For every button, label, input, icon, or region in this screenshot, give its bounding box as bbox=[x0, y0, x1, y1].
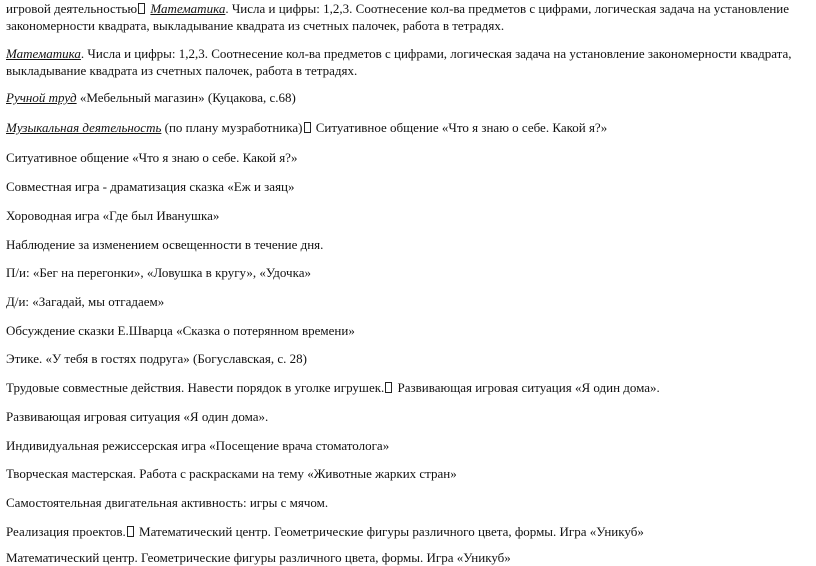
paragraph-7: Хороводная игра «Где был Иванушка» bbox=[6, 208, 220, 223]
text: Развивающая игровая ситуация «Я один дома». bbox=[394, 380, 660, 395]
text: Математический центр. Геометрические фигуры различного цвета, формы. Игра «Уникуб» bbox=[135, 524, 644, 539]
paragraph-15: Индивидуальная режиссерская игра «Посещение врача стоматолога» bbox=[6, 438, 390, 453]
text: Ситуативное общение «Что я знаю о себе. Какой я?» bbox=[312, 120, 608, 135]
paragraph-8: Наблюдение за изменением освещенности в течение дня. bbox=[6, 237, 324, 252]
paragraph-17: Самостоятельная двигательная активность: игры с мячом. bbox=[6, 495, 329, 510]
text: Реализация проектов. bbox=[6, 524, 126, 539]
missing-glyph-box-icon bbox=[304, 122, 311, 133]
paragraph-14: Развивающая игровая ситуация «Я один дома». bbox=[6, 409, 269, 424]
paragraph-5: Ситуативное общение «Что я знаю о себе. Какой я?» bbox=[6, 150, 298, 165]
text: . Числа и цифры: 1,2,3. Соотнесение кол-ва предметов с цифрами, логическая задача на установление закономерности квадрата, выкладывание квадрата из счетных палочек, работа в тетрадях. bbox=[6, 46, 792, 78]
subject-math: Математика bbox=[6, 46, 81, 61]
subject-handwork: Ручной труд bbox=[6, 90, 77, 105]
paragraph-6: Совместная игра - драматизация сказка «Еж и заяц» bbox=[6, 179, 295, 194]
paragraph-9: П/и: «Бег на перегонки», «Ловушка в кругу», «Удочка» bbox=[6, 265, 311, 280]
paragraph-18 bbox=[6, 523, 644, 540]
paragraph-11: Обсуждение сказки Е.Шварца «Сказка о потерянном времени» bbox=[6, 323, 355, 338]
paragraph-12: Этике. «У тебя в гостях подруга» (Богуславская, с. 28) bbox=[6, 351, 307, 366]
missing-glyph-box-icon bbox=[138, 3, 145, 14]
missing-glyph-box-icon bbox=[385, 382, 392, 393]
text: «Мебельный магазин» (Куцакова, с.68) bbox=[76, 90, 296, 105]
missing-glyph-box-icon bbox=[127, 526, 134, 537]
paragraph-10: Д/и: «Загадай, мы отгадаем» bbox=[6, 294, 165, 309]
paragraph-1 bbox=[6, 0, 806, 34]
paragraph-4 bbox=[6, 119, 607, 136]
text: . Числа и цифры: 1,2,3. Соотнесение кол-ва предметов с цифрами, логическая задача на установление закономерности квадрата, выкладывание квадрата из счетных палочек, работа в тетрадях. bbox=[6, 1, 790, 33]
text: игровой деятельностью bbox=[6, 1, 138, 16]
text: Трудовые совместные действия. Навести порядок в уголке игрушек. bbox=[6, 380, 385, 395]
paragraph-3 bbox=[6, 89, 296, 106]
paragraph-2 bbox=[6, 45, 806, 79]
paragraph-13 bbox=[6, 379, 660, 396]
paragraph-19: Математический центр. Геометрические фигуры различного цвета, формы. Игра «Уникуб» bbox=[6, 550, 511, 565]
text: (по плану музработника) bbox=[161, 120, 303, 135]
subject-music: Музыкальная деятельность bbox=[6, 120, 162, 135]
subject-math: Математика bbox=[150, 1, 226, 16]
paragraph-16: Творческая мастерская. Работа с раскрасками на тему «Животные жарких стран» bbox=[6, 466, 457, 481]
